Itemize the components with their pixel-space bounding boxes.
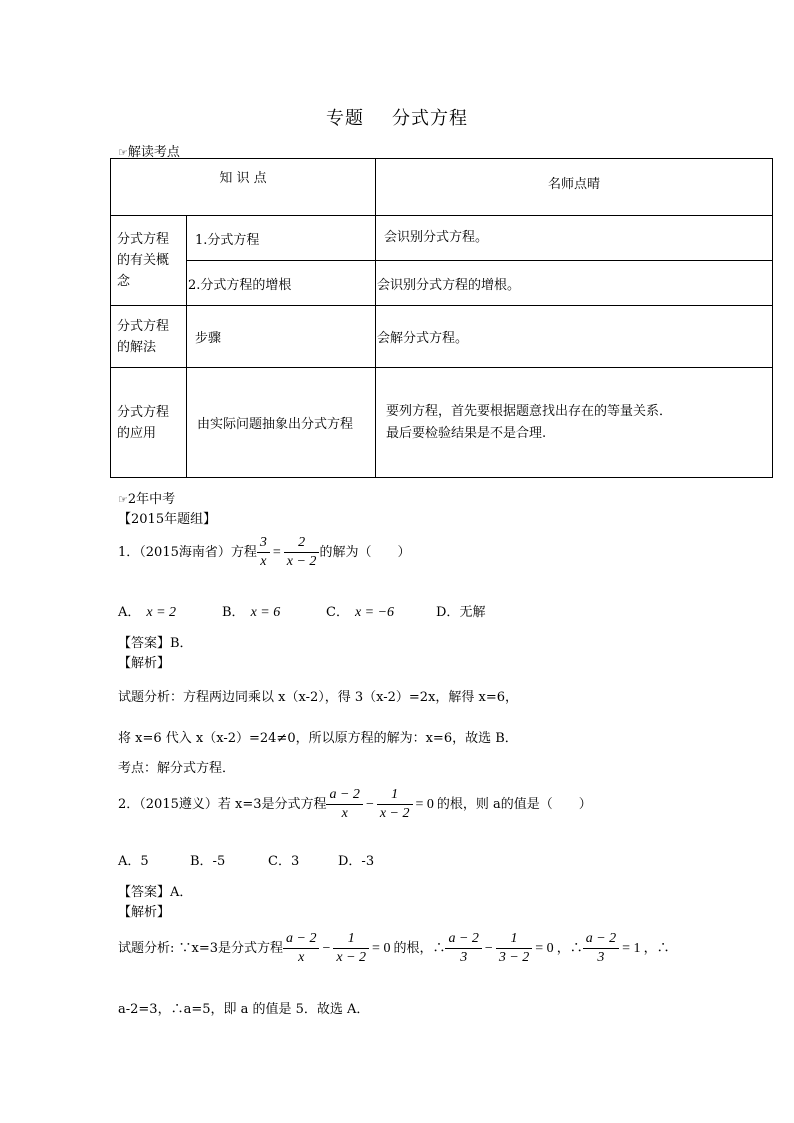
page-title [0,104,794,130]
category-cell: 分式方程的有关概念 [111,216,187,306]
minus-sign: − [365,796,374,812]
minus-sign: − [484,940,493,956]
q2-answer: 【答案】A． [118,885,193,900]
option-letter: D． [436,605,460,620]
option-value: x = 6 [250,605,281,620]
denominator: x [341,806,348,821]
fraction [257,534,270,571]
table-header-row [111,159,773,216]
equation-rhs: = 1 [622,940,641,956]
analysis-text: 的根，∴ [393,941,446,956]
numerator: 1 [333,930,369,949]
category-cell: 分式方程的解法 [111,306,187,368]
option-letter: B． [222,605,245,620]
denominator: 3 [460,950,468,965]
fraction [283,930,319,967]
pointing-hand-icon: ☞ [118,493,128,506]
fraction [377,786,413,823]
q1-option-b [222,601,280,621]
q1-kaodian: 考点：解分式方程． [118,761,236,776]
analysis-text: 试题分析: ∵x=3是分式方程 [118,941,284,956]
q1-answer: 【答案】B． [118,636,193,651]
tip-cell [376,368,773,478]
q2-final-line: a-2=3，∴a=5，即 a 的值是 5．故选 A． [118,1002,370,1017]
denominator: x [298,950,305,965]
tip-cell: 会识别分式方程。 [376,216,773,261]
q1-suffix: 的解为（ ） [319,545,411,560]
minus-sign: − [322,940,331,956]
category-cell: 分式方程的应用 [111,368,187,478]
point-cell: 步骤 [187,306,376,368]
option-value: 无解 [459,605,486,620]
q1-option-d [436,601,485,620]
q2-option-c: C．3 [268,854,300,869]
section-label-zhongkao [118,488,175,507]
numerator: a − 2 [283,930,319,949]
q2-option-a: A．5 [118,854,149,869]
point-cell: 1.分式方程 [187,216,376,261]
tip-line: 最后要检验结果是不是合理. [386,425,547,441]
numerator: 1 [496,930,532,949]
analysis-text: ，∴ [643,941,670,956]
header-knowledge-point: 知 识 点 [111,159,376,216]
numerator: 3 [257,534,270,553]
q1-option-a [118,601,176,621]
denominator: x [260,554,267,569]
table-row [111,306,773,368]
table-row [111,261,773,306]
pointing-hand-icon: ☞ [118,146,128,159]
q1-analysis-line: 试题分析：方程两边同乘以 x（x-2），得 3（x-2）=2x，解得 x=6， [118,690,519,705]
numerator: a − 2 [583,930,619,949]
fraction [326,786,362,823]
tip-line: 要列方程，首先要根据题意找出存在的等量关系． [386,403,673,419]
equals-sign: = [272,544,281,560]
option-value: x = −6 [354,605,395,620]
option-letter: C． [326,605,349,620]
q2-option-d: D．-3 [338,854,375,869]
point-cell: 由实际问题抽象出分式方程 [187,368,376,478]
equation-rhs: = 0 [372,940,391,956]
title-subject: 分式方程 [392,108,468,129]
q1-option-c [326,601,394,621]
q1-prefix: 1．（2015海南省）方程 [118,545,257,560]
numerator: 1 [377,786,413,805]
table-row [111,216,773,261]
option-value: x = 2 [146,605,177,620]
numerator: a − 2 [445,930,481,949]
tip-cell: 会识别分式方程的增根。 [376,261,773,306]
fraction [284,534,320,571]
tip-cell: 会解分式方程。 [376,306,773,368]
knowledge-table [110,158,773,478]
denominator: x − 2 [286,554,317,569]
option-letter: A． [118,605,141,620]
q2-option-b: B．-5 [190,854,226,869]
fraction [496,930,532,967]
equation-rhs: = 0 [535,940,554,956]
q2-prefix: 2．（2015遵义）若 x=3是分式方程 [118,797,327,812]
numerator: 2 [284,534,320,553]
fraction [333,930,369,967]
denominator: 3 − 2 [498,950,530,965]
question-2-stem [118,786,592,823]
section-label-text: 2年中考 [127,492,176,507]
analysis-text: ，∴ [556,941,583,956]
group-title: 【2015年题组】 [118,512,217,527]
fraction [583,930,619,967]
q1-analysis-label: 【解析】 [118,656,171,671]
denominator: x − 2 [379,806,410,821]
denominator: 3 [597,950,605,965]
title-topic: 专题 [326,108,364,129]
equation-rhs: = 0 [415,796,434,812]
header-teacher-tip: 名师点晴 [376,159,773,216]
point-cell: 2.分式方程的增根 [187,261,376,306]
fraction [445,930,481,967]
q2-analysis-label: 【解析】 [118,905,171,920]
table-row [111,368,773,478]
section-label-text: 解读考点 [127,145,180,160]
q2-analysis-line [118,930,670,967]
q1-analysis-line: 将 x=6 代入 x（x-2）=24≠0，所以原方程的解为：x=6，故选 B． [118,731,518,746]
question-1-stem [118,534,410,571]
denominator: x − 2 [336,950,367,965]
q2-suffix: 的根，则 a的值是（ ） [436,797,592,812]
numerator: a − 2 [326,786,362,805]
